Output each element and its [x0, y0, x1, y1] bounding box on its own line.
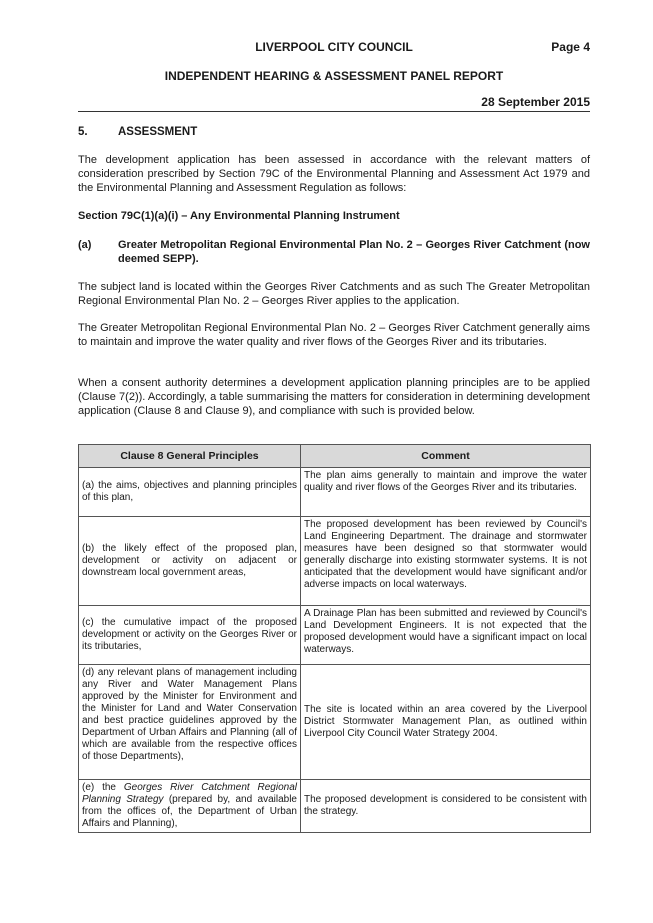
column-header: Clause 8 General Principles [79, 445, 301, 468]
paragraph-2: The Greater Metropolitan Regional Environmental Plan No. 2 – Georges River Catchment generally aims to maintain and improve the water quality and river flows of the Georges River and its tributaries. [78, 322, 590, 348]
section-title: ASSESSMENT [118, 126, 198, 138]
principles-table [78, 444, 591, 833]
paragraph-3: When a consent authority determines a development application planning principles are to be applied (Clause 7(2)). Accordingly, a table summarising the matters for consideration in determining development application (Clause 8 and Clause 9), and compliance with such is provided below. [78, 377, 590, 417]
header-divider [78, 111, 590, 112]
item-label: (a) [78, 239, 92, 251]
principle-suffix: (prepared by, and available from the offices of, the Department of Urban Affairs and Planning), [82, 794, 297, 829]
principle-cell: (c) the cumulative impact of the proposed development or activity on the Georges River or its tributaries, [79, 606, 301, 665]
table-row [79, 780, 591, 833]
comment-cell: The proposed development has been reviewed by Council's Land Engineering Department. The drainage and stormwater measures have been designed so that stormwater would generally discharge into existing stormwater systems. It is not anticipated that the development would have significant and/or adverse impacts on local waterways. [301, 517, 591, 606]
table-row [79, 517, 591, 606]
report-date: 28 September 2015 [481, 95, 590, 109]
page-header [78, 40, 590, 56]
intro-paragraph: The development application has been assessed in accordance with the relevant matters of consideration prescribed by Section 79C of the Environmental Planning and Assessment Act 1979 and the Environmental Planning and Assessment Regulation as follows: [78, 154, 590, 194]
principle-cell: (a) the aims, objectives and planning principles of this plan, [79, 468, 301, 517]
table-header-row [79, 445, 591, 468]
comment-cell: The proposed development is considered to be consistent with the strategy. [301, 780, 591, 833]
page-number: Page 4 [551, 40, 590, 54]
comment-cell: A Drainage Plan has been submitted and reviewed by Council's Land Development Engineers. It is not expected that the proposed development would have a significant impact on local waterways. [301, 606, 591, 665]
council-name: LIVERPOOL CITY COUNCIL [255, 40, 413, 54]
principle-cell [79, 780, 301, 833]
principle-prefix: (e) the [82, 782, 124, 793]
section-number: 5. [78, 126, 88, 138]
section-heading [78, 126, 197, 138]
column-header: Comment [301, 445, 591, 468]
table-row [79, 468, 591, 517]
comment-cell: The plan aims generally to maintain and improve the water quality and river flows of the Georges River and its tributaries. [301, 468, 591, 517]
paragraph-1: The subject land is located within the Georges River Catchments and as such The Greater Metropolitan Regional Environmental Plan No. 2 – Georges River applies to the application. [78, 281, 590, 307]
strategy-title: Georges River Catchment Regional Planning Strategy [82, 782, 297, 805]
principle-cell: (d) any relevant plans of management including any River and Water Management Plans approved by the Minister for Environment and the Minister for Land and Water Conservation and best practice guidelines approved by the Department of Urban Affairs and Planning (all of which are available from the respective offices of those Departments), [79, 665, 301, 780]
item-heading [78, 238, 590, 266]
comment-cell: The site is located within an area covered by the Liverpool District Stormwater Management Plan, as outlined within Liverpool City Council Water Strategy 2004. [301, 665, 591, 780]
table-row [79, 665, 591, 780]
report-title: INDEPENDENT HEARING & ASSESSMENT PANEL REPORT [164, 69, 504, 83]
subheading: Section 79C(1)(a)(i) – Any Environmental Planning Instrument [78, 210, 400, 222]
principle-cell: (b) the likely effect of the proposed plan, development or activity on adjacent or downstream local government areas, [79, 517, 301, 606]
table-row [79, 606, 591, 665]
item-title: Greater Metropolitan Regional Environmental Plan No. 2 – Georges River Catchment (now deemed SEPP). [118, 239, 590, 265]
